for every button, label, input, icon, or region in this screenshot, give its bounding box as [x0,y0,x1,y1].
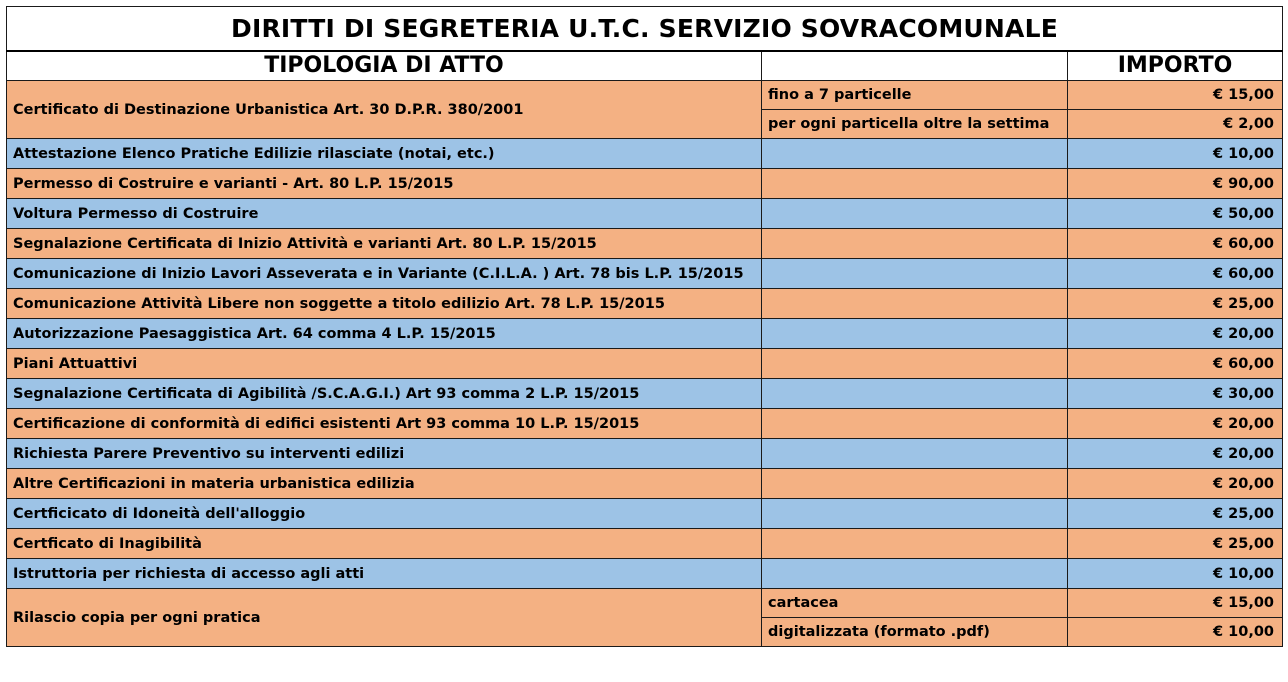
table-row [7,379,1283,409]
row-amount: € 25,00 [1068,499,1283,529]
row-detail [762,139,1068,169]
header-row [7,51,1283,81]
row-amount: € 60,00 [1068,349,1283,379]
row-detail [762,379,1068,409]
row-detail [762,469,1068,499]
row-amount: € 60,00 [1068,229,1283,259]
row-amount: € 30,00 [1068,379,1283,409]
table-row [7,469,1283,499]
row-description: Richiesta Parere Preventivo su interventi edilizi [7,439,762,469]
row-amount: € 60,00 [1068,259,1283,289]
row-detail: cartacea [762,589,1068,618]
table-row [7,349,1283,379]
table-row [7,169,1283,199]
row-amount: € 10,00 [1068,139,1283,169]
row-amount: € 20,00 [1068,409,1283,439]
table-row [7,499,1283,529]
row-description: Certficicato di Idoneità dell'alloggio [7,499,762,529]
row-amount: € 25,00 [1068,529,1283,559]
row-detail [762,559,1068,589]
row-amount: € 20,00 [1068,319,1283,349]
title-row [7,7,1283,51]
table-row [7,589,1283,618]
row-description: Altre Certificazioni in materia urbanistica edilizia [7,469,762,499]
row-detail: digitalizzata (formato .pdf) [762,618,1068,647]
row-description: Piani Attuattivi [7,349,762,379]
row-description: Istruttoria per richiesta di accesso agli atti [7,559,762,589]
row-description: Rilascio copia per ogni pratica [7,589,762,647]
table-row [7,529,1283,559]
row-description: Segnalazione Certificata di Agibilità /S.C.A.G.I.) Art 93 comma 2 L.P. 15/2015 [7,379,762,409]
header-detail [762,51,1068,81]
row-detail [762,319,1068,349]
table-row [7,81,1283,110]
table-row [7,439,1283,469]
fees-table [6,6,1283,647]
row-description: Voltura Permesso di Costruire [7,199,762,229]
header-amount: IMPORTO [1068,51,1283,81]
table-row [7,259,1283,289]
row-description: Comunicazione Attività Libere non soggette a titolo edilizio Art. 78 L.P. 15/2015 [7,289,762,319]
row-detail [762,229,1068,259]
row-description: Attestazione Elenco Pratiche Edilizie rilasciate (notai, etc.) [7,139,762,169]
row-amount: € 2,00 [1068,110,1283,139]
row-detail [762,529,1068,559]
row-description: Autorizzazione Paesaggistica Art. 64 comma 4 L.P. 15/2015 [7,319,762,349]
row-detail [762,169,1068,199]
row-amount: € 20,00 [1068,469,1283,499]
row-description: Comunicazione di Inizio Lavori Asseverata e in Variante (C.I.L.A. ) Art. 78 bis L.P. 15/2015 [7,259,762,289]
row-detail [762,349,1068,379]
table-row [7,199,1283,229]
row-amount: € 25,00 [1068,289,1283,319]
row-detail [762,259,1068,289]
table-row [7,559,1283,589]
row-amount: € 15,00 [1068,589,1283,618]
row-detail: per ogni particella oltre la settima [762,110,1068,139]
row-detail: fino a 7 particelle [762,81,1068,110]
row-amount: € 50,00 [1068,199,1283,229]
row-amount: € 20,00 [1068,439,1283,469]
row-amount: € 10,00 [1068,559,1283,589]
table-title: DIRITTI DI SEGRETERIA U.T.C. SERVIZIO SOVRACOMUNALE [7,7,1283,51]
row-description: Certificato di Destinazione Urbanistica Art. 30 D.P.R. 380/2001 [7,81,762,139]
row-detail [762,409,1068,439]
table-row [7,319,1283,349]
row-amount: € 10,00 [1068,618,1283,647]
row-detail [762,199,1068,229]
row-description: Certificazione di conformità di edifici esistenti Art 93 comma 10 L.P. 15/2015 [7,409,762,439]
row-description: Permesso di Costruire e varianti - Art. 80 L.P. 15/2015 [7,169,762,199]
row-amount: € 90,00 [1068,169,1283,199]
row-amount: € 15,00 [1068,81,1283,110]
header-type: TIPOLOGIA DI ATTO [7,51,762,81]
table-row [7,289,1283,319]
table-row [7,139,1283,169]
row-detail [762,289,1068,319]
table-row [7,229,1283,259]
row-description: Segnalazione Certificata di Inizio Attività e varianti Art. 80 L.P. 15/2015 [7,229,762,259]
table-row [7,409,1283,439]
row-description: Certficato di Inagibilità [7,529,762,559]
row-detail [762,439,1068,469]
row-detail [762,499,1068,529]
